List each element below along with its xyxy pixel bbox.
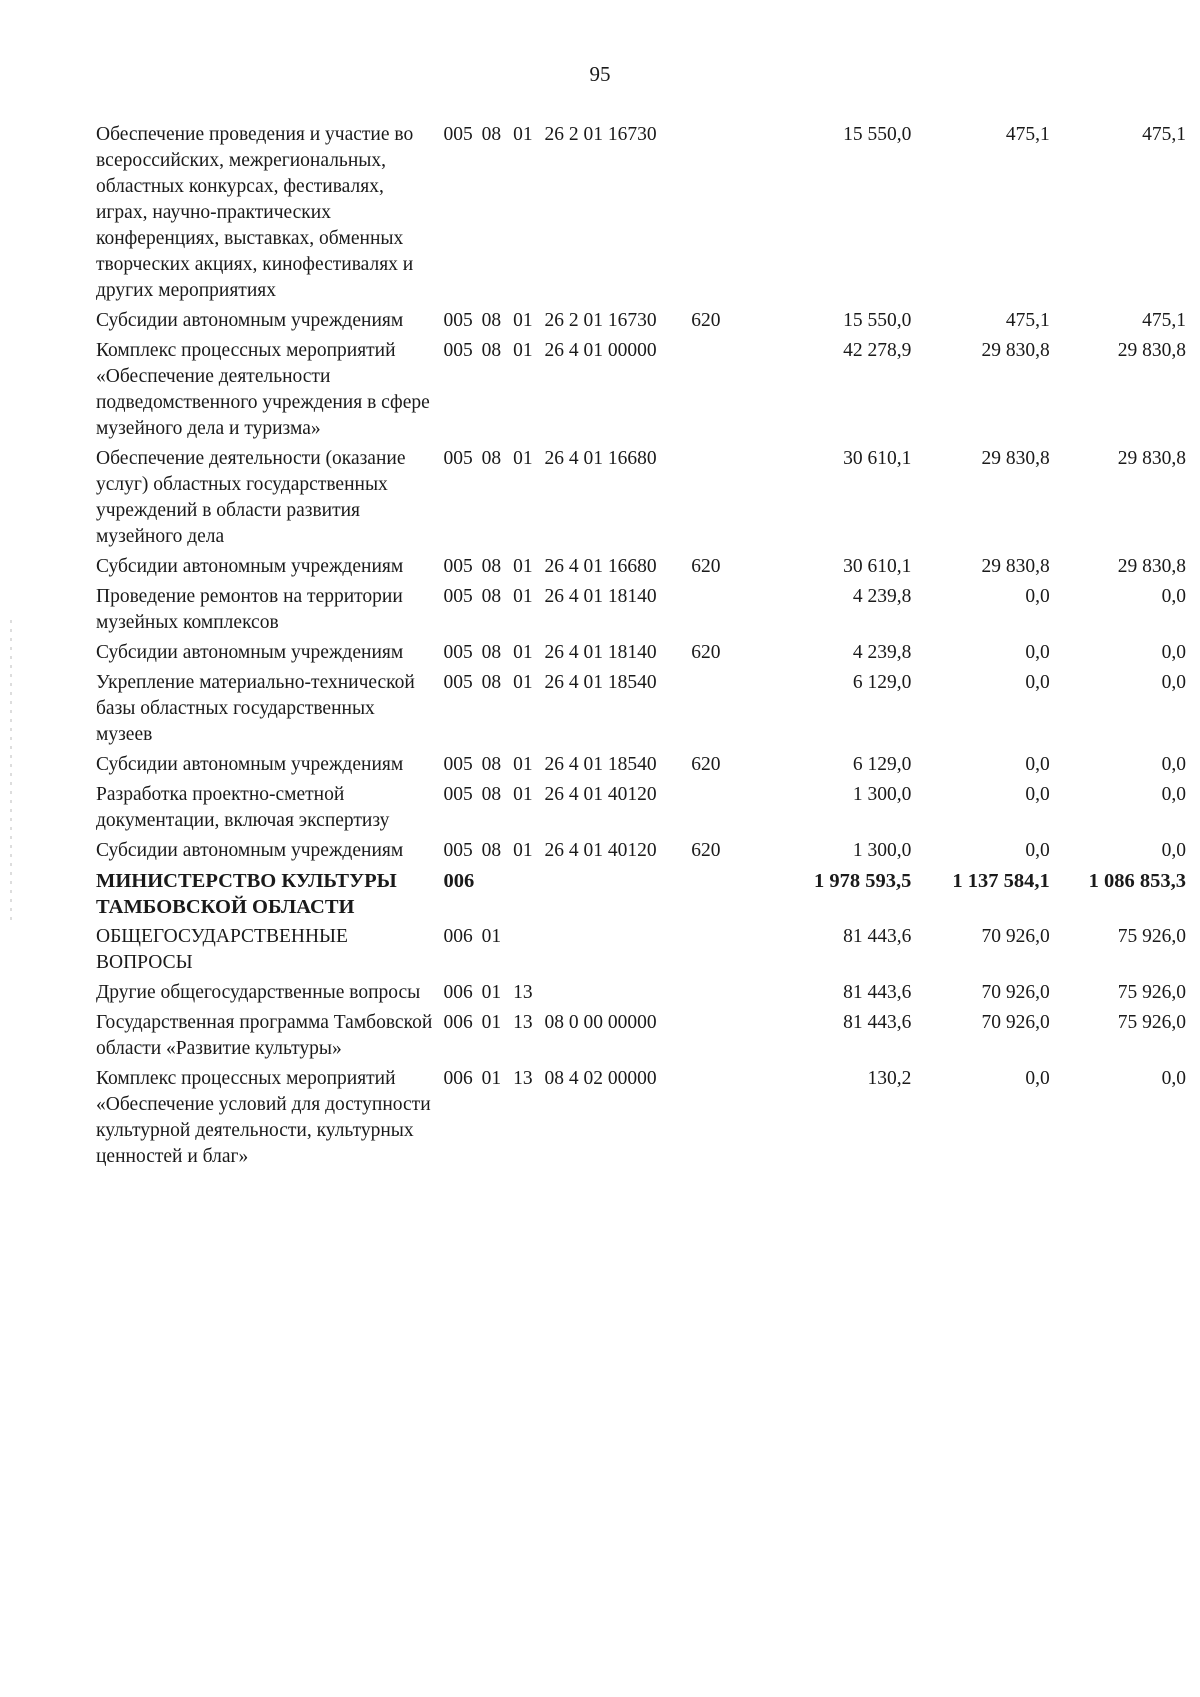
row-expense-type: [691, 924, 743, 980]
row-ministry-code: 005: [443, 556, 473, 577]
budget-table-body: [96, 122, 1186, 1174]
row-amount-year-3: 0,0: [1161, 840, 1186, 861]
row-section-code: 08: [481, 754, 502, 775]
row-amount-year-3: 29 830,8: [1117, 340, 1186, 361]
row-subsection-code: 01: [513, 310, 533, 331]
table-row: [96, 1010, 1186, 1066]
row-section-code: 01: [481, 1068, 502, 1089]
row-section-code: 08: [481, 642, 502, 663]
row-amount-year-2: 70 926,0: [981, 982, 1050, 1003]
row-amount-year-3: 0,0: [1161, 784, 1186, 805]
table-row: [96, 670, 1186, 752]
row-amount-year-3: 475,1: [1142, 310, 1186, 331]
row-amount-year-3: 75 926,0: [1117, 926, 1186, 947]
table-row: [96, 752, 1186, 782]
row-amount-year-2: 0,0: [1025, 1068, 1050, 1089]
row-expense-type: [691, 1066, 743, 1174]
row-target-article: [545, 924, 692, 980]
table-row: [96, 868, 1186, 924]
row-name: Проведение ремонтов на территории музейных комплексов: [96, 586, 403, 633]
row-amount-year-2: 1 137 584,1: [952, 870, 1050, 892]
row-amount-year-1: 1 978 593,5: [813, 870, 912, 892]
row-subsection-code: 01: [513, 340, 533, 361]
row-subsection-code: 13: [513, 1012, 533, 1033]
table-row: [96, 308, 1186, 338]
row-amount-year-3: 0,0: [1161, 586, 1186, 607]
row-target-article: 26 4 01 18140: [544, 642, 657, 663]
table-row: [96, 1066, 1186, 1174]
row-amount-year-3: 0,0: [1161, 754, 1186, 775]
row-target-article: 26 4 01 16680: [544, 448, 657, 469]
row-subsection-code: 01: [513, 556, 533, 577]
row-ministry-code: 005: [443, 754, 473, 775]
row-amount-year-2: 29 830,8: [981, 556, 1050, 577]
row-section-code: 01: [481, 926, 502, 947]
row-name: Государственная программа Тамбовской области «Развитие культуры»: [96, 1012, 433, 1059]
row-expense-type: [691, 446, 743, 554]
row-amount-year-2: 475,1: [1005, 310, 1050, 331]
row-target-article: 26 2 01 16730: [544, 124, 657, 145]
table-row: [96, 782, 1186, 838]
row-amount-year-2: 0,0: [1025, 784, 1050, 805]
row-name: Комплекс процессных мероприятий «Обеспечение условий для доступности культурной деятельности, культурных ценностей и благ»: [96, 1068, 431, 1167]
row-amount-year-1: 81 443,6: [843, 1012, 912, 1033]
row-name: Укрепление материально-технической базы областных государственных музеев: [96, 672, 415, 745]
row-ministry-code: 005: [443, 784, 473, 805]
row-amount-year-1: 6 129,0: [852, 754, 912, 775]
row-subsection-code: 01: [513, 754, 533, 775]
row-amount-year-1: 130,2: [867, 1068, 912, 1089]
table-row: [96, 584, 1186, 640]
table-row: [96, 640, 1186, 670]
row-expense-type: 620: [691, 556, 721, 577]
table-row: [96, 446, 1186, 554]
row-ministry-code: 005: [443, 448, 473, 469]
table-row: [96, 838, 1186, 868]
row-ministry-code: 006: [443, 926, 473, 947]
row-section-code: 08: [481, 784, 502, 805]
row-amount-year-1: 1 300,0: [852, 784, 912, 805]
row-amount-year-2: 0,0: [1025, 754, 1050, 775]
row-ministry-code: 006: [443, 1012, 473, 1033]
row-expense-type: [691, 868, 743, 924]
row-target-article: 26 4 01 18540: [544, 754, 657, 775]
row-amount-year-3: 75 926,0: [1117, 982, 1186, 1003]
row-subsection-code: 13: [513, 982, 533, 1003]
row-ministry-code: 005: [443, 642, 473, 663]
row-ministry-code: 005: [443, 310, 473, 331]
row-expense-type: [691, 980, 743, 1010]
row-name: Разработка проектно-сметной документации, включая экспертизу: [96, 784, 390, 831]
table-row: [96, 924, 1186, 980]
row-expense-type: 620: [691, 754, 721, 775]
row-ministry-code: 005: [443, 840, 473, 861]
row-subsection-code: [513, 924, 544, 980]
row-expense-type: [691, 670, 743, 752]
row-section-code: 01: [481, 982, 502, 1003]
row-ministry-code: 005: [443, 124, 473, 145]
row-amount-year-1: 81 443,6: [843, 982, 912, 1003]
row-target-article: 26 4 01 40120: [544, 784, 657, 805]
row-target-article: 26 4 01 18540: [544, 672, 657, 693]
row-section-code: 08: [481, 672, 502, 693]
row-name: Субсидии автономным учреждениям: [96, 310, 404, 331]
row-ministry-code: 006: [443, 1068, 473, 1089]
row-target-article: [545, 980, 692, 1010]
row-amount-year-2: 0,0: [1025, 840, 1050, 861]
row-subsection-code: 01: [513, 840, 533, 861]
table-row: [96, 554, 1186, 584]
row-ministry-code: 006: [443, 982, 473, 1003]
row-expense-type: 620: [691, 840, 721, 861]
row-target-article: 26 4 01 18140: [544, 586, 657, 607]
row-amount-year-3: 0,0: [1161, 672, 1186, 693]
scan-edge-mark: [10, 620, 12, 920]
row-amount-year-3: 0,0: [1161, 1068, 1186, 1089]
row-subsection-code: 01: [513, 784, 533, 805]
row-section-code: 08: [481, 556, 502, 577]
row-section-code: 08: [481, 840, 502, 861]
row-amount-year-1: 30 610,1: [843, 448, 912, 469]
row-amount-year-3: 75 926,0: [1117, 1012, 1186, 1033]
row-amount-year-1: 15 550,0: [843, 124, 912, 145]
row-target-article: 26 2 01 16730: [544, 310, 657, 331]
row-amount-year-1: 4 239,8: [852, 642, 912, 663]
row-amount-year-1: 30 610,1: [843, 556, 912, 577]
row-amount-year-1: 4 239,8: [852, 586, 912, 607]
row-amount-year-1: 42 278,9: [843, 340, 912, 361]
row-expense-type: [691, 338, 743, 446]
row-ministry-code: 006: [443, 870, 475, 892]
row-amount-year-2: 29 830,8: [981, 340, 1050, 361]
row-amount-year-2: 0,0: [1025, 586, 1050, 607]
row-name: Обеспечение проведения и участие во всероссийских, межрегиональных, областных конкурсах, фестивалях, играх, научно-практических конференциях, выставках, обменных творческих акциях, кинофестивалях и других мероприятиях: [96, 124, 414, 301]
row-expense-type: [691, 782, 743, 838]
row-amount-year-2: 475,1: [1005, 124, 1050, 145]
row-subsection-code: 01: [513, 672, 533, 693]
row-name: Субсидии автономным учреждениям: [96, 642, 404, 663]
row-amount-year-3: 29 830,8: [1117, 448, 1186, 469]
row-section-code: 01: [481, 1012, 502, 1033]
row-expense-type: 620: [691, 642, 721, 663]
row-target-article: [545, 868, 692, 924]
row-name: МИНИСТЕРСТВО КУЛЬТУРЫ ТАМБОВСКОЙ ОБЛАСТИ: [96, 870, 397, 918]
row-section-code: 08: [481, 586, 502, 607]
row-subsection-code: 01: [513, 448, 533, 469]
row-expense-type: [691, 122, 743, 308]
table-row: [96, 338, 1186, 446]
row-amount-year-3: 475,1: [1142, 124, 1186, 145]
row-expense-type: [691, 1010, 743, 1066]
row-amount-year-2: 29 830,8: [981, 448, 1050, 469]
row-target-article: 26 4 01 16680: [544, 556, 657, 577]
row-name: Обеспечение деятельности (оказание услуг) областных государственных учреждений в области развития музейного дела: [96, 448, 406, 547]
row-amount-year-2: 0,0: [1025, 672, 1050, 693]
row-amount-year-2: 70 926,0: [981, 1012, 1050, 1033]
row-expense-type: [691, 584, 743, 640]
row-target-article: 26 4 01 00000: [544, 340, 657, 361]
row-section-code: 08: [481, 124, 502, 145]
row-target-article: 08 4 02 00000: [544, 1068, 657, 1089]
row-subsection-code: 01: [513, 586, 533, 607]
row-subsection-code: 01: [513, 124, 533, 145]
budget-table: [96, 122, 1186, 1174]
row-expense-type: 620: [691, 310, 721, 331]
row-section-code: [482, 868, 513, 924]
row-name: Другие общегосударственные вопросы: [96, 982, 421, 1003]
row-ministry-code: 005: [443, 672, 473, 693]
row-subsection-code: 13: [513, 1068, 533, 1089]
row-name: Субсидии автономным учреждениям: [96, 840, 404, 861]
row-amount-year-2: 70 926,0: [981, 926, 1050, 947]
row-amount-year-1: 15 550,0: [843, 310, 912, 331]
row-subsection-code: [513, 868, 544, 924]
row-section-code: 08: [481, 448, 502, 469]
row-amount-year-3: 0,0: [1161, 642, 1186, 663]
table-row: [96, 122, 1186, 308]
row-section-code: 08: [481, 310, 502, 331]
row-amount-year-1: 81 443,6: [843, 926, 912, 947]
row-name: Субсидии автономным учреждениям: [96, 754, 404, 775]
row-name: Субсидии автономным учреждениям: [96, 556, 404, 577]
page-number: 95: [589, 62, 611, 86]
row-amount-year-2: 0,0: [1025, 642, 1050, 663]
row-target-article: 26 4 01 40120: [544, 840, 657, 861]
row-section-code: 08: [481, 340, 502, 361]
row-amount-year-3: 1 086 853,3: [1088, 870, 1186, 892]
row-amount-year-1: 1 300,0: [852, 840, 912, 861]
row-subsection-code: 01: [513, 642, 533, 663]
row-name: ОБЩЕГОСУДАРСТВЕННЫЕ ВОПРОСЫ: [96, 926, 348, 973]
row-ministry-code: 005: [443, 586, 473, 607]
row-name: Комплекс процессных мероприятий «Обеспечение деятельности подведомственного учреждения в сфере музейного дела и туризма»: [96, 340, 430, 439]
row-amount-year-1: 6 129,0: [852, 672, 912, 693]
row-ministry-code: 005: [443, 340, 473, 361]
row-target-article: 08 0 00 00000: [544, 1012, 657, 1033]
row-amount-year-3: 29 830,8: [1117, 556, 1186, 577]
table-row: [96, 980, 1186, 1010]
